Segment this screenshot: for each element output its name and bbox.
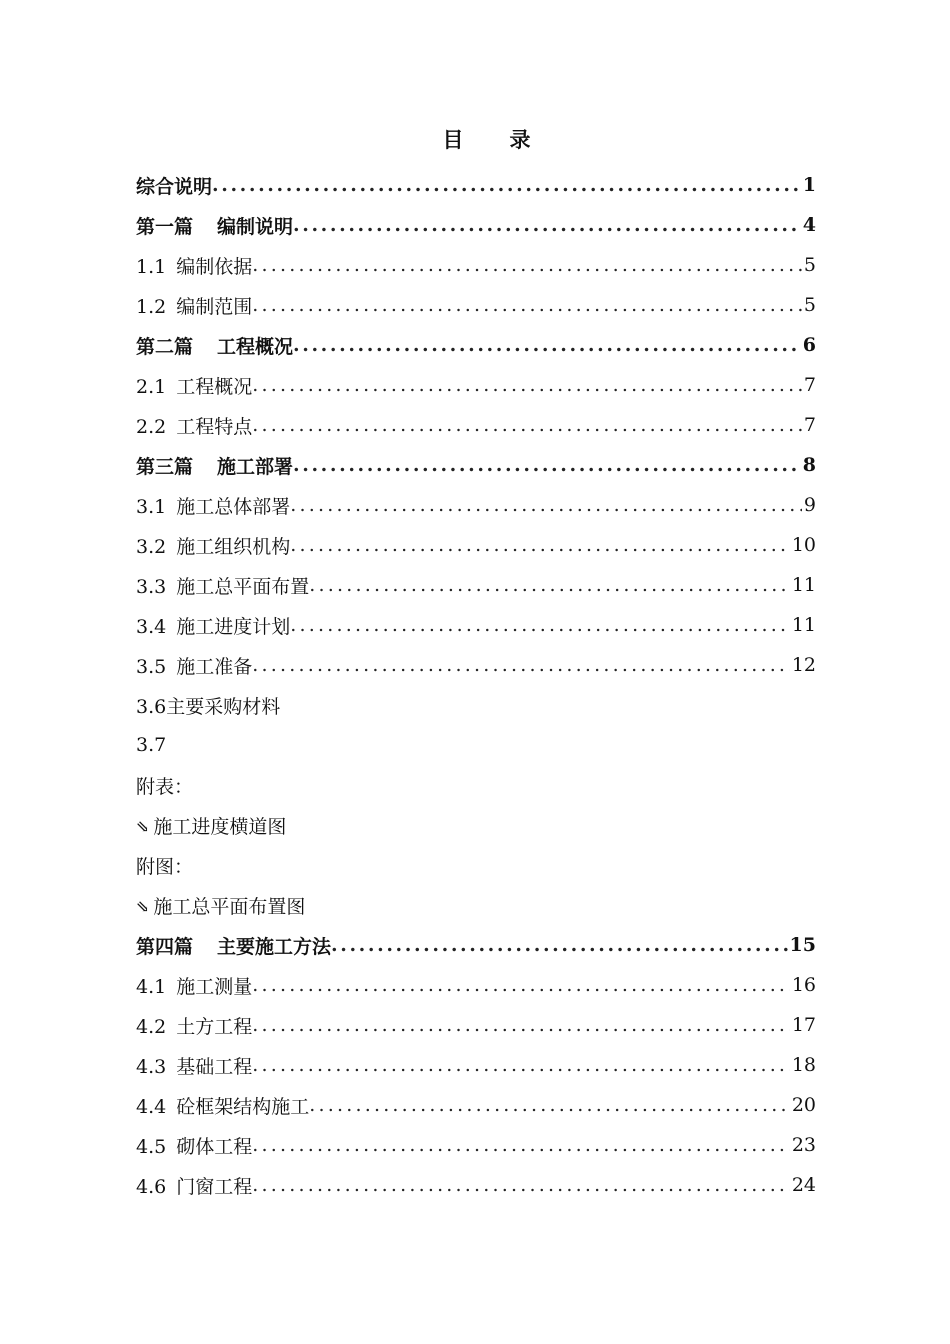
toc-page-number: 8: [802, 454, 816, 476]
toc-leader-dots: [252, 254, 802, 276]
toc-entry[interactable]: [136, 965, 816, 1005]
plain-line-text: 3.7: [136, 734, 167, 756]
toc-page-number: 17: [791, 1014, 816, 1036]
plain-line-text: 3.6主要采购材料: [136, 695, 281, 718]
toc-entry[interactable]: [136, 525, 816, 565]
table-of-contents: [136, 165, 816, 1205]
toc-entry-text: 砌体工程: [176, 1135, 253, 1158]
toc-entry-text: 编制范围: [176, 295, 253, 318]
toc-entry[interactable]: [136, 365, 816, 405]
toc-entry-number: 4.6: [136, 1175, 167, 1198]
toc-leader-dots: [252, 1174, 790, 1196]
toc-page-number: 1: [802, 174, 816, 196]
toc-entry[interactable]: [136, 1165, 816, 1205]
toc-leader-dots: [212, 174, 801, 196]
toc-entry-title: [136, 372, 252, 399]
toc-page-number: 10: [791, 534, 816, 556]
toc-leader-dots: [293, 454, 801, 476]
title-char-2: 录: [509, 127, 533, 152]
arrow-down-right-icon: ⇘: [136, 816, 150, 836]
toc-entry-text: 施工测量: [176, 975, 253, 998]
plain-line: [136, 685, 816, 725]
toc-entry-number: 第三篇: [136, 455, 194, 478]
toc-entry-title: [136, 652, 252, 679]
toc-page-number: 5: [803, 294, 816, 316]
toc-entry-text: 施工总体部署: [176, 495, 291, 518]
toc-entry[interactable]: [136, 1085, 816, 1125]
toc-entry-title: [136, 1092, 309, 1119]
toc-leader-dots: [252, 1054, 790, 1076]
toc-leader-dots: [290, 614, 790, 636]
toc-entry-title: [136, 932, 331, 959]
appendix-figure-item: 施工总平面布置图: [153, 895, 306, 918]
toc-entry-text: 施工进度计划: [176, 615, 291, 638]
toc-entry-text: 工程特点: [176, 415, 253, 438]
toc-entry-number: 3.1: [136, 495, 167, 518]
toc-entry[interactable]: [136, 445, 816, 485]
toc-entry-title: [136, 532, 290, 559]
toc-entry[interactable]: [136, 285, 816, 325]
toc-entry-text: 土方工程: [176, 1015, 253, 1038]
toc-entry[interactable]: [136, 605, 816, 645]
toc-entry-number: 4.5: [136, 1135, 167, 1158]
toc-entry-text: 基础工程: [176, 1055, 253, 1078]
toc-entry-title: [136, 972, 252, 999]
toc-leader-dots: [290, 534, 790, 556]
toc-page-number: 11: [791, 614, 816, 636]
toc-entry-text: 砼框架结构施工: [176, 1095, 310, 1118]
toc-entry[interactable]: [136, 1005, 816, 1045]
toc-entry[interactable]: [136, 245, 816, 285]
toc-leader-dots: [252, 294, 802, 316]
toc-entry-number: 4.2: [136, 1015, 167, 1038]
toc-entry-title: [136, 412, 252, 439]
toc-entry-text: 主要施工方法: [217, 935, 332, 958]
toc-entry-title: [136, 1132, 252, 1159]
toc-entry[interactable]: [136, 405, 816, 445]
toc-page-number: 4: [802, 214, 816, 236]
toc-entry-number: 第四篇: [136, 935, 194, 958]
toc-entry-number: 第一篇: [136, 215, 194, 238]
toc-entry[interactable]: [136, 925, 816, 965]
toc-entry-number: 3.3: [136, 575, 167, 598]
toc-entry-title: [136, 572, 309, 599]
toc-page-number: 5: [803, 254, 816, 276]
toc-entry-text: 编制依据: [176, 255, 253, 278]
toc-entry-title: [136, 332, 293, 359]
plain-line: [136, 765, 816, 805]
toc-page-number: 7: [803, 374, 816, 396]
toc-entry-text: 施工总平面布置: [176, 575, 310, 598]
toc-entry-number: 3.5: [136, 655, 167, 678]
toc-entry-number: 3.4: [136, 615, 167, 638]
toc-entry-number: 第二篇: [136, 335, 194, 358]
toc-entry-number: 2.2: [136, 415, 167, 438]
toc-page-number: 18: [791, 1054, 816, 1076]
toc-entry-text: 工程概况: [217, 335, 294, 358]
plain-line: [136, 885, 816, 925]
toc-page-number: 23: [791, 1134, 816, 1156]
toc-entry-title: [136, 212, 293, 239]
toc-leader-dots: [309, 574, 790, 596]
toc-page-number: 12: [791, 654, 816, 676]
plain-line: [136, 845, 816, 885]
toc-leader-dots: [252, 1014, 790, 1036]
toc-leader-dots: [252, 974, 790, 996]
toc-page-number: 6: [802, 334, 816, 356]
toc-entry-number: 1.1: [136, 255, 167, 278]
arrow-down-right-icon: ⇘: [136, 896, 150, 916]
toc-leader-dots: [252, 1134, 790, 1156]
toc-entry-title: [136, 1172, 252, 1199]
title-char-1: 目: [442, 127, 466, 152]
toc-page-number: 9: [803, 494, 816, 516]
toc-entry-text: 工程概况: [176, 375, 253, 398]
toc-entry[interactable]: [136, 325, 816, 365]
toc-entry-title: 综合说明: [136, 175, 213, 198]
toc-entry-title: [136, 292, 252, 319]
toc-leader-dots: [331, 934, 788, 956]
toc-entry-title: [136, 1052, 252, 1079]
toc-entry[interactable]: [136, 1045, 816, 1085]
toc-entry-number: 4.4: [136, 1095, 167, 1118]
toc-entry-title: [136, 452, 293, 479]
toc-entry-title: [136, 1012, 252, 1039]
toc-entry-title: [136, 612, 290, 639]
toc-page-number: 20: [791, 1094, 816, 1116]
appendix-tables-heading: 附表：: [136, 775, 194, 798]
toc-entry[interactable]: [136, 1125, 816, 1165]
toc-entry[interactable]: [136, 565, 816, 605]
toc-page-number: 24: [791, 1174, 816, 1196]
toc-entry-number: 3.2: [136, 535, 167, 558]
appendix-table-item: 施工进度横道图: [153, 815, 287, 838]
toc-page-number: 15: [789, 934, 816, 956]
toc-entry-text: 门窗工程: [176, 1175, 253, 1198]
toc-page-number: 11: [791, 574, 816, 596]
toc-leader-dots: [252, 654, 790, 676]
toc-entry-title: [136, 492, 290, 519]
toc-entry[interactable]: [136, 165, 816, 205]
toc-leader-dots: [293, 214, 801, 236]
toc-entry[interactable]: [136, 485, 816, 525]
toc-entry-number: 4.1: [136, 975, 167, 998]
toc-entry-number: 1.2: [136, 295, 167, 318]
toc-page-number: 16: [791, 974, 816, 996]
toc-leader-dots: [309, 1094, 790, 1116]
toc-entry[interactable]: [136, 645, 816, 685]
toc-leader-dots: [252, 414, 802, 436]
toc-leader-dots: [252, 374, 802, 396]
appendix-figures-heading: 附图：: [136, 855, 194, 878]
page-title: [0, 124, 950, 154]
toc-entry-number: 4.3: [136, 1055, 167, 1078]
toc-entry[interactable]: [136, 205, 816, 245]
plain-line: [136, 805, 816, 845]
toc-entry-text: 施工组织机构: [176, 535, 291, 558]
toc-leader-dots: [293, 334, 801, 356]
plain-line: [136, 725, 816, 765]
toc-entry-number: 2.1: [136, 375, 167, 398]
toc-entry-text: 施工准备: [176, 655, 253, 678]
toc-leader-dots: [290, 494, 802, 516]
toc-entry-title: [136, 252, 252, 279]
toc-entry-text: 施工部署: [217, 455, 294, 478]
toc-entry-text: 编制说明: [217, 215, 294, 238]
toc-page-number: 7: [803, 414, 816, 436]
